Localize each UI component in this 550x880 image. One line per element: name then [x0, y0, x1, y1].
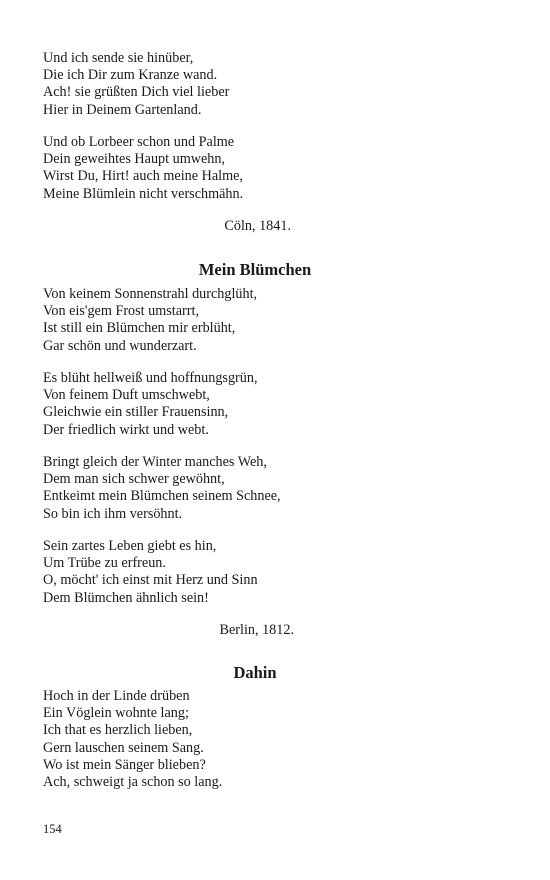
verse-line: Ach! sie grüßten Dich viel lieber: [43, 84, 230, 101]
verse-line: Von keinem Sonnenstrahl durchglüht,: [43, 286, 258, 302]
poem2-stanza-1: [43, 286, 257, 355]
page-number: 154: [43, 822, 62, 836]
verse-line: Hier in Deinem Gartenland.: [43, 101, 202, 118]
verse-line: Von eis'gem Frost umstarrt,: [43, 303, 199, 320]
verse-line: Der friedlich wirkt und webt.: [43, 421, 209, 438]
verse-line: Dem man sich schwer gewöhnt,: [43, 471, 225, 488]
verse-line: Ist still ein Blümchen mir erblüht,: [43, 320, 236, 337]
poem-title: Dahin: [233, 663, 277, 682]
verse-line: Entkeimt mein Blümchen seinem Schnee,: [43, 488, 281, 505]
verse-line: O, möcht' ich einst mit Herz und Sinn: [43, 572, 258, 589]
poem3-stanza-1: [43, 688, 222, 791]
verse-line: Um Trübe zu erfreun.: [43, 555, 166, 572]
verse-line: Die ich Dir zum Kranze wand.: [43, 67, 218, 84]
verse-line: Von feinem Duft umschwebt,: [43, 387, 210, 404]
place-date: Berlin, 1812.: [219, 622, 294, 638]
verse-line: Sein zartes Leben giebt es hin,: [43, 538, 217, 554]
poem1-stanza-2: [43, 134, 243, 203]
verse-line: Wirst Du, Hirt! auch meine Halme,: [43, 168, 243, 185]
verse-line: Dein geweihtes Haupt umwehn,: [43, 151, 226, 168]
verse-line: Und ich sende sie hinüber,: [43, 50, 194, 66]
poem-title: Mein Blümchen: [198, 260, 312, 279]
verse-line: Hoch in der Linde drüben: [43, 688, 190, 704]
verse-line: Wo ist mein Sänger blieben?: [43, 756, 206, 773]
verse-line: Ein Vöglein wohnte lang;: [43, 705, 189, 722]
verse-line: So bin ich ihm versöhnt.: [43, 505, 183, 522]
place-date: Cöln, 1841.: [224, 218, 291, 234]
verse-line: Ach, schweigt ja schon so lang.: [43, 774, 223, 791]
verse-line: Meine Blümlein nicht verschmähn.: [43, 185, 244, 202]
verse-line: Dem Blümchen ähnlich sein!: [43, 589, 209, 606]
verse-line: Gern lauschen seinem Sang.: [43, 739, 204, 756]
verse-line: Gar schön und wunderzart.: [43, 337, 197, 354]
verse-line: Gleichwie ein stiller Frauensinn,: [43, 404, 229, 421]
poem2-stanza-3: [43, 454, 281, 523]
verse-line: Ich that es herzlich lieben,: [43, 722, 193, 739]
poem2-stanza-2: [43, 370, 258, 439]
poem2-stanza-4: [43, 538, 258, 607]
verse-line: Es blüht hellweiß und hoffnungsgrün,: [43, 370, 258, 386]
verse-line: Und ob Lorbeer schon und Palme: [43, 134, 235, 150]
poem1-stanza-1: [43, 50, 229, 119]
verse-line: Bringt gleich der Winter manches Weh,: [43, 454, 267, 470]
